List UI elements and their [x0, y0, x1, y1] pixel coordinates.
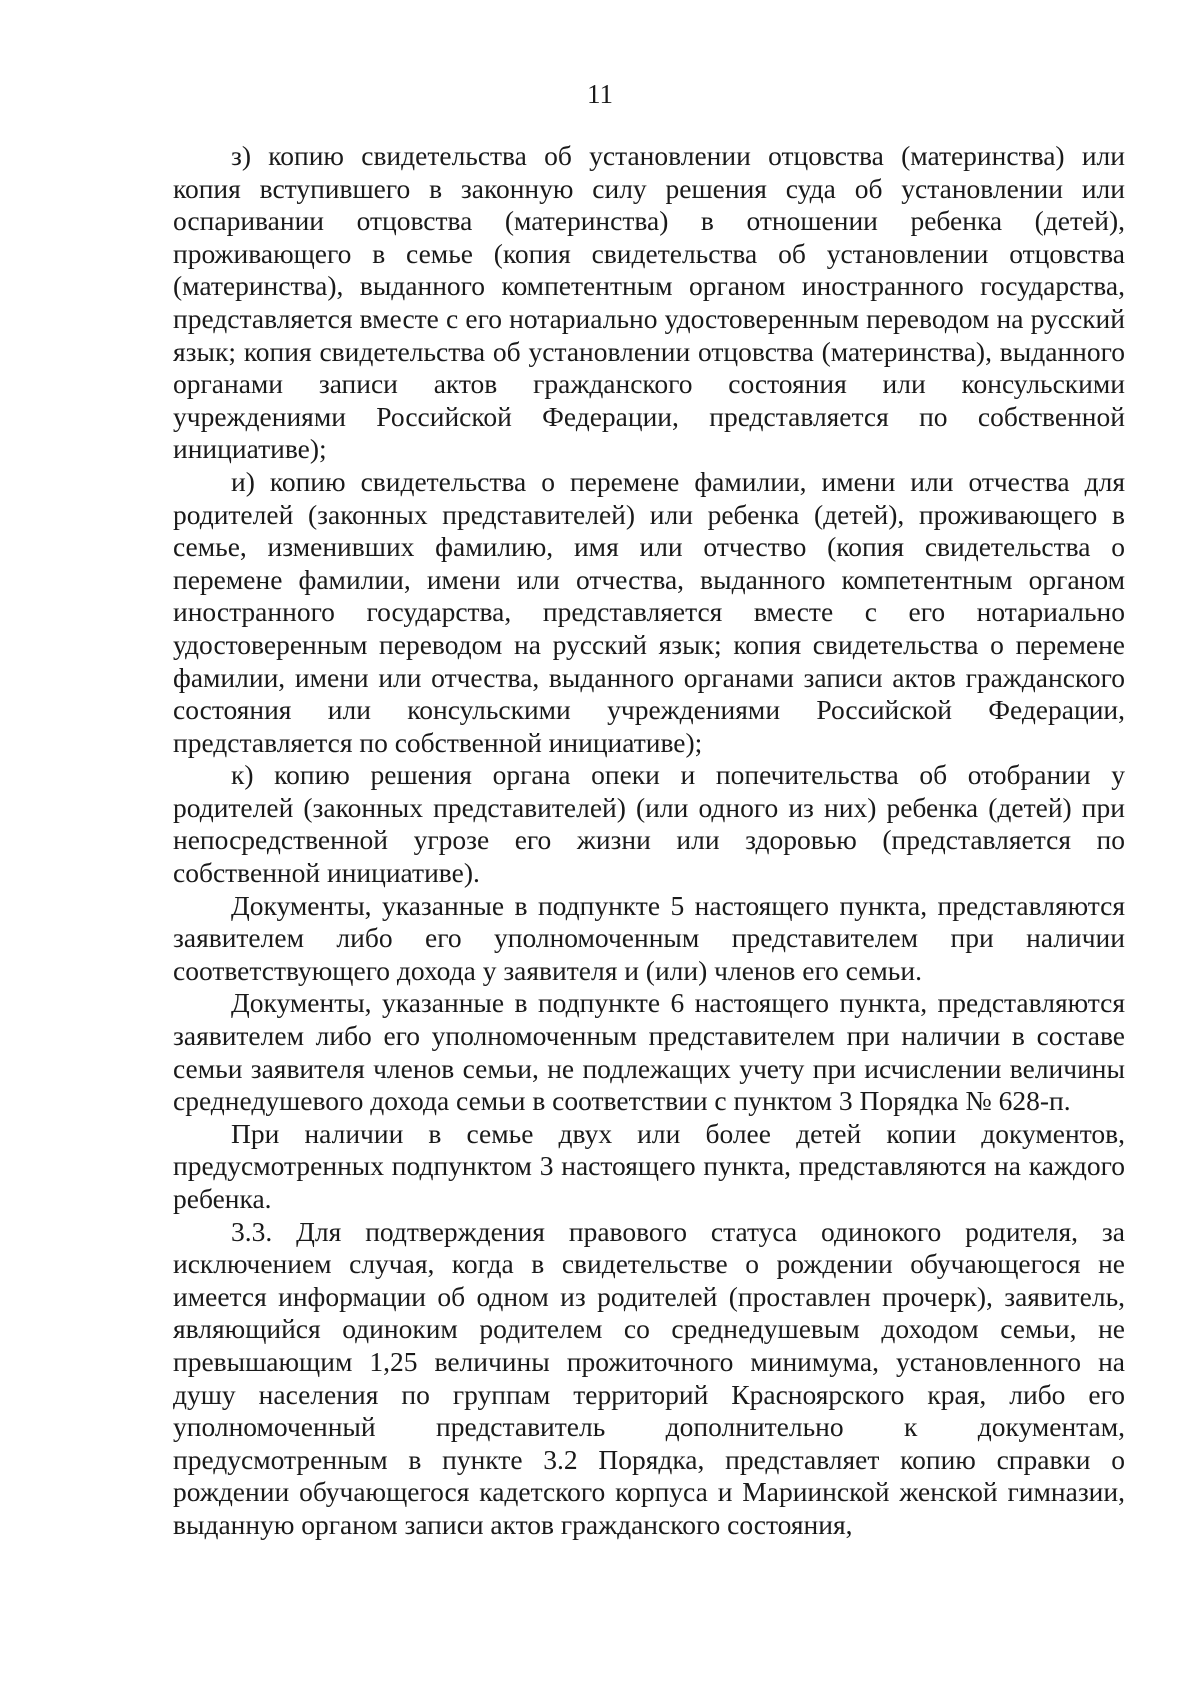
paragraph-subpoint-6-documents: Документы, указанные в подпункте 6 настоящего пункта, представляются заявителем либо его уполномоченным представителем при наличии в составе семьи заявителя членов семьи, не подлежащих учету при исчислении величины среднедушевого дохода семьи в соответствии с пунктом 3 Порядка № 628-п. — [173, 987, 1125, 1117]
document-body — [173, 140, 1125, 1542]
paragraph-multiple-children: При наличии в семье двух или более детей копии документов, предусмотренных подпунктом 3 настоящего пункта, представляются на каждого ребенка. — [173, 1117, 1125, 1214]
paragraph-3-3-single-parent: 3.3. Для подтверждения правового статуса одинокого родителя, за исключением случая, когда в свидетельстве о рождении обучающегося не имеется информации об одном из родителей (проставлен прочерк), заявитель, являющийся одиноким родителем со среднедушевым доходом семьи, не превышающим 1,25 величины прожиточного минимума, установленного на душу населения по группам территорий Красноярского края, либо его уполномоченный представитель дополнительно к документам, предусмотренным в пункте 3.2 Порядка, представляет копию справки о рождении обучающегося кадетского корпуса и Мариинской женской гимназии, выданную органом записи актов гражданского состояния, — [173, 1215, 1125, 1540]
paragraph-item-z: з) копию свидетельства об установлении отцовства (материнства) или копия вступившего в законную силу решения суда об установлении или оспаривании отцовства (материнства) в отношении ребенка (детей), проживающего в семье (копия свидетельства об установлении отцовства (материнства), выданного компетентным органом иностранного государства, представляется вместе с его нотариально удостоверенным переводом на русский язык; копия свидетельства об установлении отцовства (материнства), выданного органами записи актов гражданского состояния или консульскими учреждениями Российской Федерации, представляется по собственной инициативе); — [173, 140, 1125, 465]
paragraph-subpoint-5-documents: Документы, указанные в подпункте 5 настоящего пункта, представляются заявителем либо его уполномоченным представителем при наличии соответствующего дохода у заявителя и (или) членов его семьи. — [173, 889, 1125, 986]
paragraph-item-k: к) копию решения органа опеки и попечительства об отобрании у родителей (законных представителей) (или одного из них) ребенка (детей) при непосредственной угрозе его жизни или здоровью (представляется по собственной инициативе). — [173, 759, 1125, 889]
paragraph-item-i: и) копию свидетельства о перемене фамилии, имени или отчества для родителей (законных представителей) или ребенка (детей), проживающего в семье, изменивших фамилию, имя или отчество (копия свидетельства о перемене фамилии, имени или отчества, выданного компетентным органом иностранного государства, представляется вместе с его нотариально удостоверенным переводом на русский язык; копия свидетельства о перемене фамилии, имени или отчества, выданного органами записи актов гражданского состояния или консульскими учреждениями Российской Федерации, представляется по собственной инициативе); — [173, 465, 1125, 758]
page-number: 11 — [587, 79, 613, 109]
